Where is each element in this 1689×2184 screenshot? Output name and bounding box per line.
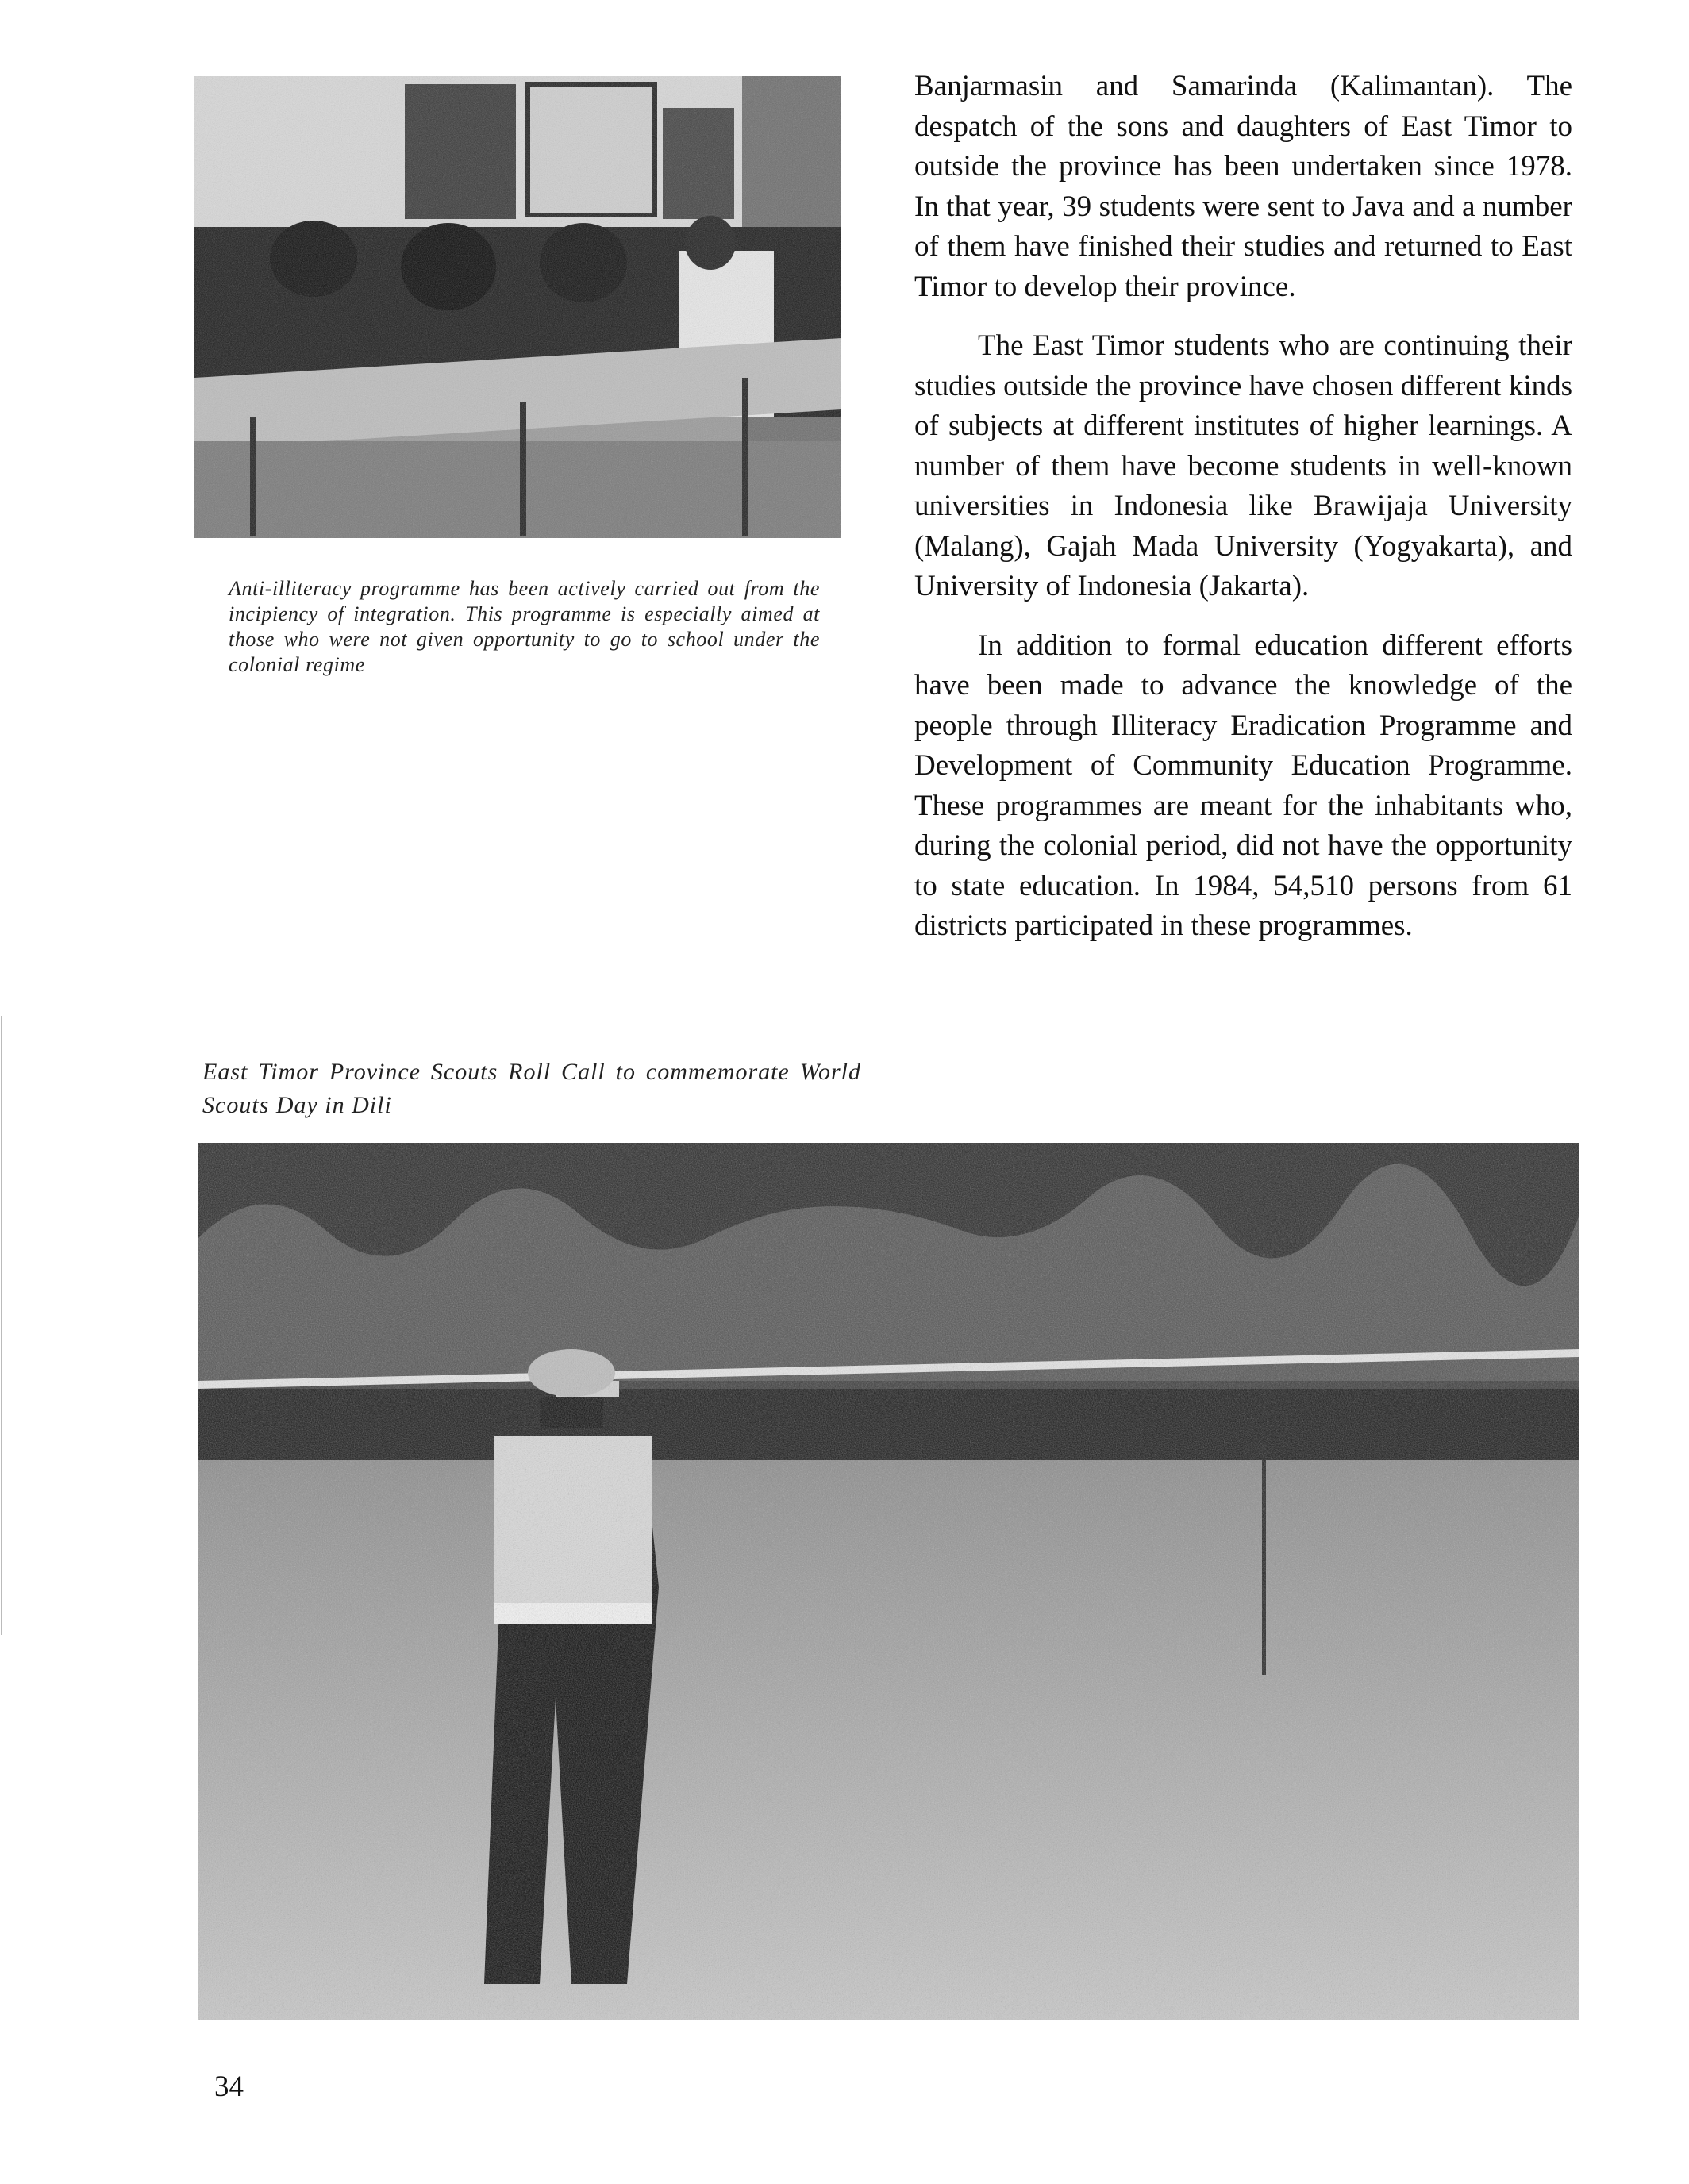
paragraph-3: In addition to formal education different efforts have been made to advance the knowledge of the people through Illiteracy Eradication Programme and Development of Community Education Programme. These programmes are meant for the inhabitants who, during the colonial period, did not have the opportunity to state education. In 1984, 54,510 persons from 61 districts participated in these programmes. [914, 629, 1572, 942]
paragraph-2: The East Timor students who are continuing their studies outside the province have chosen different kinds of subjects at different institutes of higher learnings. A number of them have become students in well-known universities in Indonesia like Brawijaja University (Malang), Gajah Mada University (Yogyakarta), and University of Indonesia (Jakarta). [914, 329, 1572, 602]
scan-edge-marks [0, 1016, 5, 1635]
classroom-photo [194, 76, 841, 538]
page-number: 34 [214, 2071, 244, 2103]
body-text [914, 67, 1572, 966]
classroom-photo-image [194, 76, 841, 538]
scout-parade-photo [198, 1143, 1579, 2020]
paragraph-1: Banjarmasin and Samarinda (Kalimantan). The despatch of the sons and daughters of East Timor to outside the province has been undertaken since 1978. In that year, 39 students were sent to Java and a number of them have finished their studies and returned to East Timor to develop their province. [914, 70, 1572, 303]
scout-photo-caption: East Timor Province Scouts Roll Call to commemorate World Scouts Day in Dili [202, 1059, 861, 1118]
classroom-photo-caption: Anti-illiteracy programme has been actively carried out from the incipiency of integration. This programme is especially aimed at those who were not given opportunity to go to school under the colonial regime [229, 577, 820, 676]
scout-parade-photo-image [198, 1143, 1579, 2020]
